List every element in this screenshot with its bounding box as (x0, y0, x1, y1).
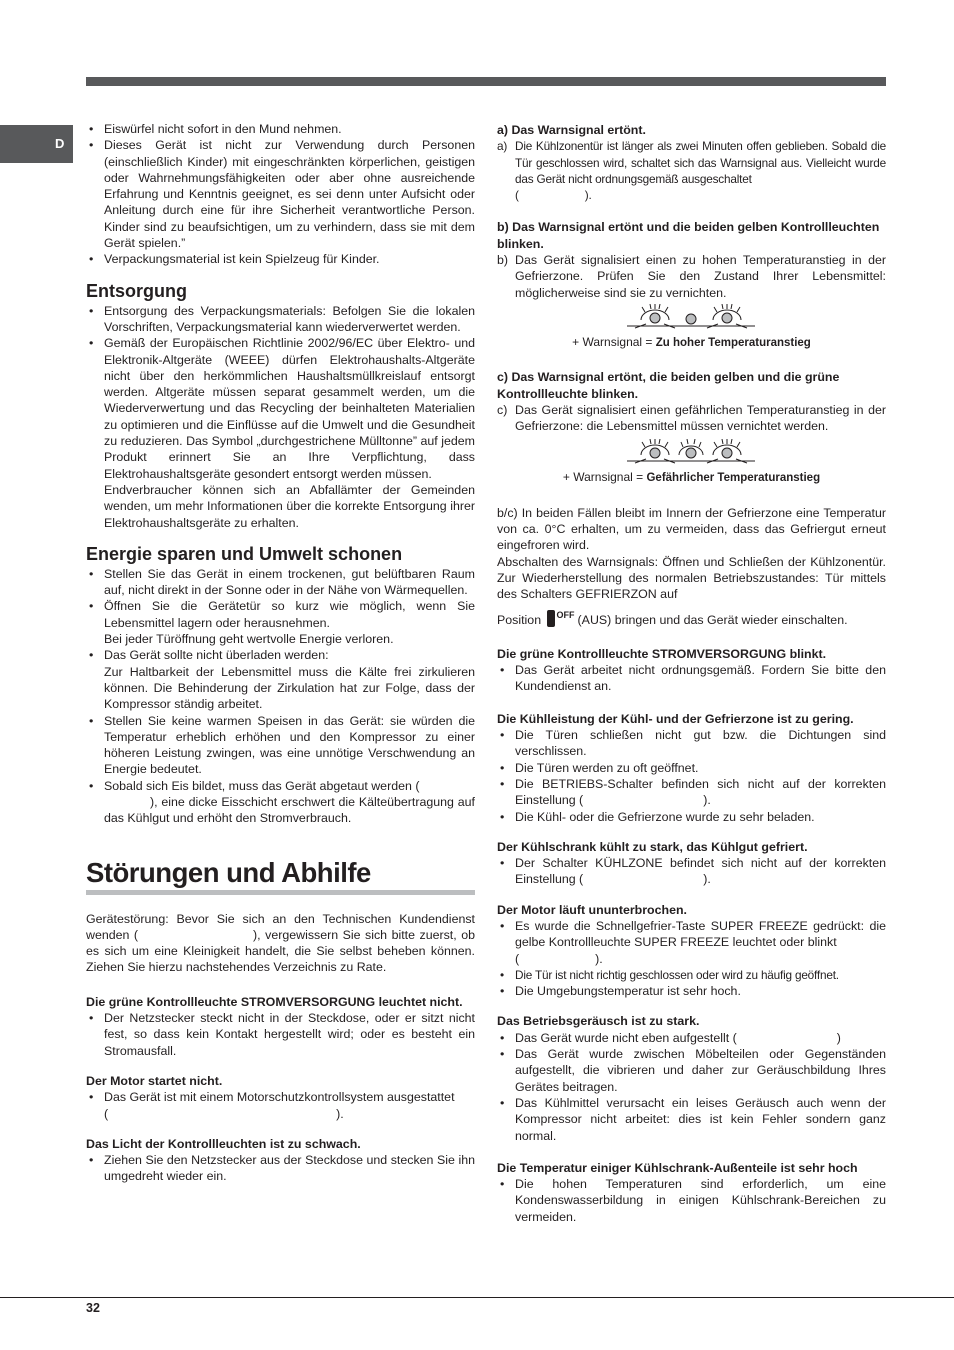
list-item: • Es wurde die Schnellgefrier-Taste SUPER FREEZE gedrückt: die gelbe Kontrollleuchte SUPER FREEZE leuchtet oder blinkt ( ). (497, 918, 886, 967)
energie-list (86, 566, 475, 631)
list-item: • Die Türen werden zu oft geöffnet. (497, 760, 886, 776)
page-title: Störungen und Abhilfe (86, 856, 371, 888)
list (497, 918, 886, 999)
list (86, 1152, 475, 1185)
paragraph: b) Das Gerät signalisiert einen zu hohen Temperaturanstieg in der Gefrierzone. Prüfen Sie den Zustand Ihrer Lebensmittel: möglicherweise sind sie zu vernichten. (497, 253, 886, 300)
list-item: • Stellen Sie keine warmen Speisen in das Gerät: sie würden die Temperatur erheblich erhöhen und den Kompressor zu einer höheren Leistung zwingen, was eine unnötige Verschwendung an Energie bedeutet. (86, 713, 475, 778)
list-item: • Entsorgung des Verpackungsmaterials: Befolgen Sie die lokalen Vorschriften, Verpackungsmaterial kann wiederverwertet werden. (86, 303, 475, 336)
section-heading: Der Kühlschrank kühlt zu stark, das Kühlgut gefriert. (497, 839, 808, 854)
list-item: • Der Schalter KÜHLZONE befindet sich nicht auf der korrekten Einstellung ( ). (497, 855, 886, 888)
list-item: • Ziehen Sie den Netzstecker aus der Steckdose und stecken Sie ihn umgedreht wieder ein. (86, 1152, 475, 1185)
list-item: • Die BETRIEBS-Schalter befinden sich nicht auf der korrekten Einstellung ( ). (497, 776, 886, 809)
spacer (86, 827, 475, 857)
title-rule (86, 890, 475, 895)
paragraph: Abschalten des Warnsignals: Öffnen und Schließen der Kühlzonentür. Zur Wiederherstellung des normalen Betriebszustandes: Tür mittels des Schalters GEFRIERZON auf (497, 554, 886, 602)
energie-heading: Energie sparen und Umwelt schonen (86, 543, 403, 564)
section-heading: Das Betriebsgeräusch ist zu stark. (497, 1014, 700, 1029)
figure-caption: + Warnsignal = Zu hoher Temperaturanstieg (572, 334, 811, 349)
section-heading: c) Das Warnsignal ertönt, die beiden gelben und die grüne Kontrollleuchte blinken. (497, 370, 840, 401)
list (86, 1010, 475, 1059)
section-heading: Die Kühlleistung der Kühl- und der Gefrierzone ist zu gering. (497, 711, 854, 726)
paragraph: b/c) In beiden Fällen bleibt im Innern der Gefrierzone eine Temperatur von ca. 0°C erhalten, um zu vermeiden, dass das Gefriergut erneut eingefroren wird. (497, 505, 886, 553)
paragraph: Gerätestörung: Bevor Sie sich an den Technischen Kundendienst wenden ( ), vergewissern Sie sich bitte zuerst, ob es sich um eine Kleinigkeit handelt, die Sie selbst beheben können. Ziehen Sie hierzu nachstehendes Verzeichnis zu Rate. (86, 911, 475, 975)
list-item: • Stellen Sie das Gerät in einem trockenen, gut belüftbaren Raum auf, nicht direkt in der Sonne oder in der Nähe von Wärmequellen. (86, 566, 475, 599)
paragraph: Bei jeder Türöffnung geht wertvolle Energie verloren. (104, 632, 394, 647)
list-item: • Das Gerät arbeitet nicht ordnungsgemäß. Fordern Sie bitte den Kundendienst an. (497, 662, 886, 695)
section-heading: Die grüne Kontrollleuchte STROMVERSORGUNG blinkt. (497, 646, 827, 661)
intro-list (86, 121, 475, 268)
section-heading: b) Das Warnsignal ertönt und die beiden gelben Kontrollleuchten blinken. (497, 220, 880, 251)
section-heading: Das Licht der Kontrollleuchten ist zu schwach. (86, 1136, 361, 1151)
section-heading: a) Das Warnsignal ertönt. (497, 123, 646, 137)
list-item: • Die Tür ist nicht richtig geschlossen oder wird zu häufig geöffnet. (497, 967, 886, 983)
list-item: • Das Gerät ist mit einem Motorschutzkontrollsystem ausgestattet ( ). (86, 1089, 475, 1122)
indicator-lights-figure (497, 304, 886, 334)
list (497, 662, 886, 695)
blinking-lights-icon (497, 439, 886, 469)
list-item: • Das Gerät wurde nicht eben aufgestellt ( ) (497, 1030, 886, 1046)
section-heading: Die grüne Kontrollleuchte STROMVERSORGUNG leuchtet nicht. (86, 994, 463, 1009)
paragraph: Zur Haltbarkeit der Lebensmittel muss die Kälte frei zirkulieren können. Die Behinderung der Zirkulation hat zur Folge, dass der Kompressor ständig arbeitet. (104, 664, 475, 712)
energie-list-2 (86, 647, 475, 663)
entsorgung-heading: Entsorgung (86, 280, 187, 301)
section-heading: Die Temperatur einiger Kühlschrank-Außenteile ist sehr hoch (497, 1160, 858, 1175)
section-heading: Der Motor startet nicht. (86, 1073, 223, 1088)
list-item: • Die Umgebungstemperatur ist sehr hoch. (497, 983, 886, 999)
list-item: • Das Gerät wurde zwischen Möbelteilen oder Gegenständen aufgestellt, die vibrieren und daher zur Geräuschbildung Ihres Gerätes beitragen. (497, 1046, 886, 1095)
right-column (497, 122, 886, 1225)
list-item: • Verpackungsmaterial ist kein Spielzeug für Kinder. (86, 251, 475, 267)
paragraph: a) Die Kühlzonentür ist länger als zwei Minuten offen geblieben. Sobald die Tür geschlossen wird, schaltet sich das Warnsignal aus. Vielleicht wurde das Gerät nicht ordnungsgemäß ausgeschaltet ( ). (497, 139, 886, 203)
paragraph: Endverbraucher können sich an Abfallämter der Gemeinden wenden, um mehr Informationen über die korrekte Entsorgung ihrer Elektrohaushaltsgeräte zu erhalten. (104, 482, 475, 530)
list-item: • Das Kühlmittel verursacht ein leises Geräusch auch wenn der Kompressor nicht arbeitet: dies ist kein Fehler sondern ganz normal. (497, 1095, 886, 1144)
left-column (86, 121, 475, 1185)
list (497, 855, 886, 888)
paragraph: Position $^{OFF}$ (AUS) bringen und das Gerät wieder einschalten. (497, 609, 848, 627)
list-item: • Eiswürfel nicht sofort in den Mund nehmen. (86, 121, 475, 137)
list-item: • Gemäß der Europäischen Richtlinie 2002/96/EC über Elektro- und Elektronik-Altgeräte (WEEE) dürfen Elektrohaushalts-Altgeräte nicht über den herkömmlichen Haushaltsmüllkreislauf entsorgt werden. Altgeräte müssen separat gesammelt werden, um die Wiederverwertung und das Recycling der beinhalteten Materialien zu optimieren und die Einflüsse auf die Umwelt und die Gesundheit zu reduzieren. Das Symbol „durchgestrichene Mülltonne” auf jedem Produkt erinnert Sie an Ihre Verpflichtung, dass Elektrohaushaltsgeräte gesondert entsorgt werden müssen. (86, 335, 475, 482)
list-item: • Dieses Gerät ist nicht zur Verwendung durch Personen (einschließlich Kinder) mit eingeschränkten körperlichen, geistigen oder Wahrnehmungsfähigkeiten oder aber ohne ausreichende Erfahrung und Kenntnis geeignet, es sei denn unter Aufsicht oder Anleitung durch eine für ihre Sicherheit verantwortliche Person. Kinder sind zu beaufsichtigen, um zu verhindern, dass sie mit dem Gerät spielen.” (86, 137, 475, 251)
paragraph: c) Das Gerät signalisiert einen gefährlichen Temperaturanstieg in der Gefrierzone: die Lebensmittel müssen vernichtet werden. (497, 402, 886, 434)
page-number: 32 (86, 1301, 100, 1315)
list-item: • Die Kühl- oder die Gefrierzone wurde zu sehr beladen. (497, 809, 886, 825)
footer-rule (0, 1297, 954, 1298)
language-tab: D (0, 125, 73, 163)
list (497, 1030, 886, 1144)
list-item: • Das Gerät sollte nicht überladen werden: (86, 647, 475, 663)
list (86, 1089, 475, 1122)
list-item: • Der Netzstecker steckt nicht in der Steckdose, oder er sitzt nicht fest, so dass kein Kontakt hergestellt wird; oder es besteht ein Stromausfall. (86, 1010, 475, 1059)
header-bar (86, 77, 886, 86)
entsorgung-list (86, 303, 475, 482)
energie-list-3 (86, 713, 475, 827)
blinking-lights-icon (497, 304, 886, 334)
indicator-lights-figure (497, 439, 886, 469)
list-item: • Öffnen Sie die Gerätetür so kurz wie möglich, wenn Sie Lebensmittel lagern oder herausnehmen. (86, 598, 475, 631)
list-item: • Sobald sich Eis bildet, muss das Gerät abgetaut werden ( ), eine dicke Eisschicht erschwert die Kälteübertragung auf das Kühlgut und erhöht den Stromverbrauch. (86, 778, 475, 827)
list (497, 727, 886, 825)
switch-icon (547, 610, 555, 627)
list-item: • Die hohen Temperaturen sind erforderlich, um eine Kondenswasserbildung in einigen Kühlschrank-Bereichen zu vermeiden. (497, 1176, 886, 1225)
list (497, 1176, 886, 1225)
section-heading: Der Motor läuft ununterbrochen. (497, 902, 687, 917)
list-item: • Die Türen schließen nicht gut bzw. die Dichtungen sind verschlissen. (497, 727, 886, 760)
figure-caption: + Warnsignal = Gefährlicher Temperaturanstieg (562, 470, 821, 485)
